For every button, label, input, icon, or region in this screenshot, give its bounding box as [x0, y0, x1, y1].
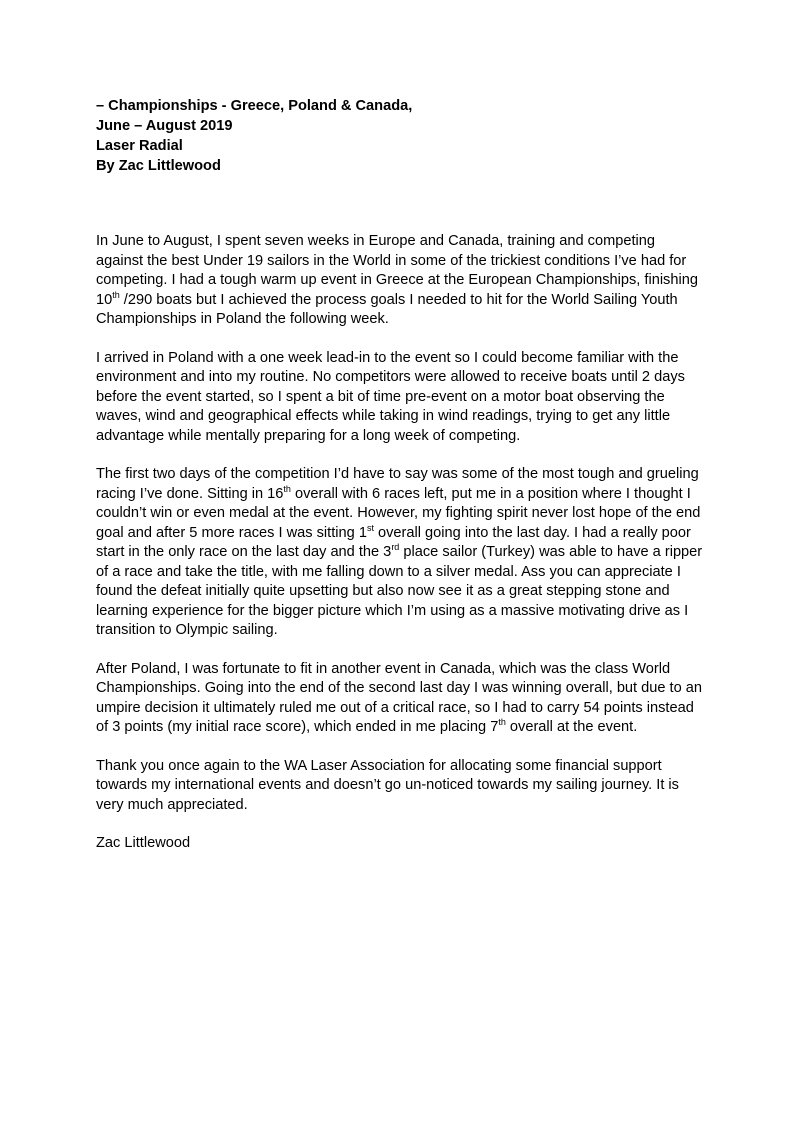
- heading-line-dates: June – August 2019: [96, 118, 233, 134]
- paragraph-competition-text-b: overall with 6 races left, put me in a position where I thought I couldn’t win or even medal at the event. However, my fighting spirit never lost hope of the end goal and after 5 more races I was sitting 1: [96, 485, 701, 541]
- document-heading: [96, 96, 706, 176]
- paragraph-thanks: Thank you once again to the WA Laser Association for allocating some financial support towards my international events and doesn’t go un-noticed towards my sailing journey. It is very much appreciated.: [96, 757, 679, 813]
- paragraph-overview-text-a: In June to August, I spent seven weeks in Europe and Canada, training and competing against the best Under 19 sailors in the World in some of the trickiest conditions I’ve had for competing. I had a tough warm up event in Greece at the European Championships, finishing 10: [96, 233, 698, 308]
- document-page: [96, 96, 706, 873]
- ordinal-superscript: rd: [391, 542, 400, 553]
- heading-line-class: Laser Radial: [96, 138, 183, 154]
- ordinal-superscript: th: [112, 289, 120, 300]
- paragraph-overview-text-b: /290 boats but I achieved the process goals I needed to hit for the World Sailing Youth Championships in Poland the following week.: [96, 291, 678, 327]
- paragraph-canada: [96, 660, 706, 738]
- paragraph-competition-text-a: The first two days of the competition I’d have to say was some of the most tough and grueling racing I’ve done. Sitting in 16: [96, 466, 699, 502]
- heading-line-championships: – Championships - Greece, Poland & Canada,: [96, 98, 413, 114]
- ordinal-superscript: th: [283, 483, 291, 494]
- paragraph-competition: [96, 465, 706, 641]
- paragraph-canada-text-a: After Poland, I was fortunate to fit in another event in Canada, which was the class World Championships. Going into the end of the second last day I was winning overall, but due to an umpire decision it ultimately ruled me out of a critical race, so I had to carry 54 points instead of 3 points (my initial race score), which ended in me placing 7: [96, 660, 703, 735]
- paragraph-competition-text-c: overall going into the last day. I had a really poor start in the only race on the last day and the 3: [96, 524, 691, 560]
- paragraph-competition-text-d: place sailor (Turkey) was able to have a ripper of a race and take the title, with me falling down to a silver medal. Ass you can appreciate I found the defeat initially quite upsetting but also now see it as a great stepping stone and learning experience for the bigger picture which I’m using as a massive motivating drive as I transition to Olympic sailing.: [96, 544, 703, 638]
- paragraph-canada-text-b: overall at the event.: [505, 719, 638, 735]
- heading-line-author: By Zac Littlewood: [96, 158, 221, 174]
- ordinal-superscript: st: [366, 522, 374, 533]
- paragraph-overview: [96, 232, 706, 330]
- paragraph-poland-arrival: I arrived in Poland with a one week lead-in to the event so I could become familiar with the environment and into my routine. No competitors were allowed to receive boats until 2 days before the event started, so I spent a bit of time pre-event on a motor boat observing the waves, wind and geographical effects while taking in wind readings, trying to get any little advantage while mentally preparing for a long week of competing.: [96, 349, 685, 444]
- ordinal-superscript: th: [498, 717, 506, 728]
- signature: Zac Littlewood: [96, 835, 191, 851]
